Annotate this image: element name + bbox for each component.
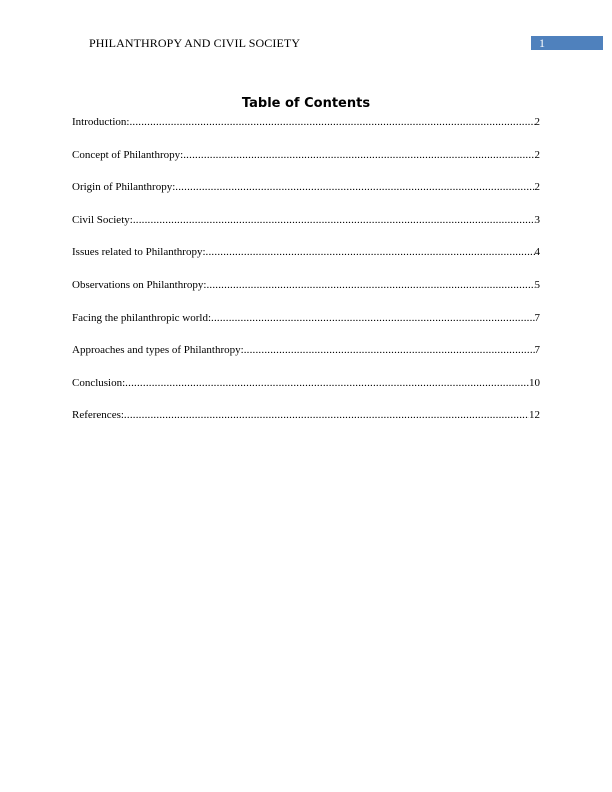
toc-entry-page: 2 — [534, 148, 540, 161]
toc-entry-label: Civil Society: — [72, 213, 133, 226]
toc-entry-label: Approaches and types of Philanthropy: — [72, 344, 244, 357]
dot-leader — [175, 180, 534, 194]
dot-leader — [244, 343, 535, 357]
toc-entry-facing-the-philanthropic-world[interactable] — [72, 311, 540, 325]
toc-entry-page: 2 — [534, 116, 540, 128]
toc-entry-page: 2 — [534, 181, 540, 194]
toc-entry-page: 10 — [529, 376, 540, 389]
table-of-contents — [72, 115, 540, 441]
dot-leader — [211, 311, 535, 325]
dot-leader — [183, 148, 534, 162]
toc-entry-label: Introduction: — [72, 116, 130, 128]
toc-entry-approaches-and-types[interactable] — [72, 343, 540, 357]
toc-entry-label: Conclusion: — [72, 376, 126, 389]
toc-entry-references[interactable] — [72, 408, 540, 422]
toc-entry-introduction[interactable] — [72, 115, 540, 129]
toc-entry-label: References: — [72, 409, 124, 422]
toc-entry-origin-of-philanthropy[interactable] — [72, 180, 540, 194]
toc-entry-conclusion[interactable] — [72, 376, 540, 390]
toc-title: Table of Contents — [241, 96, 371, 111]
toc-entry-page: 5 — [534, 278, 540, 291]
toc-entry-page: 7 — [534, 344, 540, 357]
dot-leader — [206, 245, 535, 259]
page-number: 1 — [539, 36, 545, 50]
page-number-badge — [531, 36, 603, 50]
dot-leader — [133, 213, 535, 227]
toc-entry-label: Observations on Philanthropy: — [72, 278, 207, 291]
toc-entry-label: Origin of Philanthropy: — [72, 181, 176, 194]
toc-entry-civil-society[interactable] — [72, 213, 540, 227]
dot-leader — [124, 408, 529, 422]
toc-entry-page: 4 — [534, 246, 540, 259]
running-head: PHILANTHROPY AND CIVIL SOCIETY — [89, 36, 301, 50]
toc-entry-label: Concept of Philanthropy: — [72, 148, 184, 161]
toc-entry-label: Facing the philanthropic world: — [72, 311, 211, 324]
toc-entry-issues-related-to-philanthropy[interactable] — [72, 245, 540, 259]
toc-entry-observations-on-philanthropy[interactable] — [72, 278, 540, 292]
toc-entry-concept-of-philanthropy[interactable] — [72, 148, 540, 162]
toc-entry-label: Issues related to Philanthropy: — [72, 246, 206, 259]
dot-leader — [129, 115, 534, 129]
dot-leader — [125, 376, 529, 390]
toc-entry-page: 7 — [534, 311, 540, 324]
toc-entry-page: 12 — [529, 409, 540, 422]
toc-entry-page: 3 — [534, 213, 540, 226]
dot-leader — [206, 278, 534, 292]
